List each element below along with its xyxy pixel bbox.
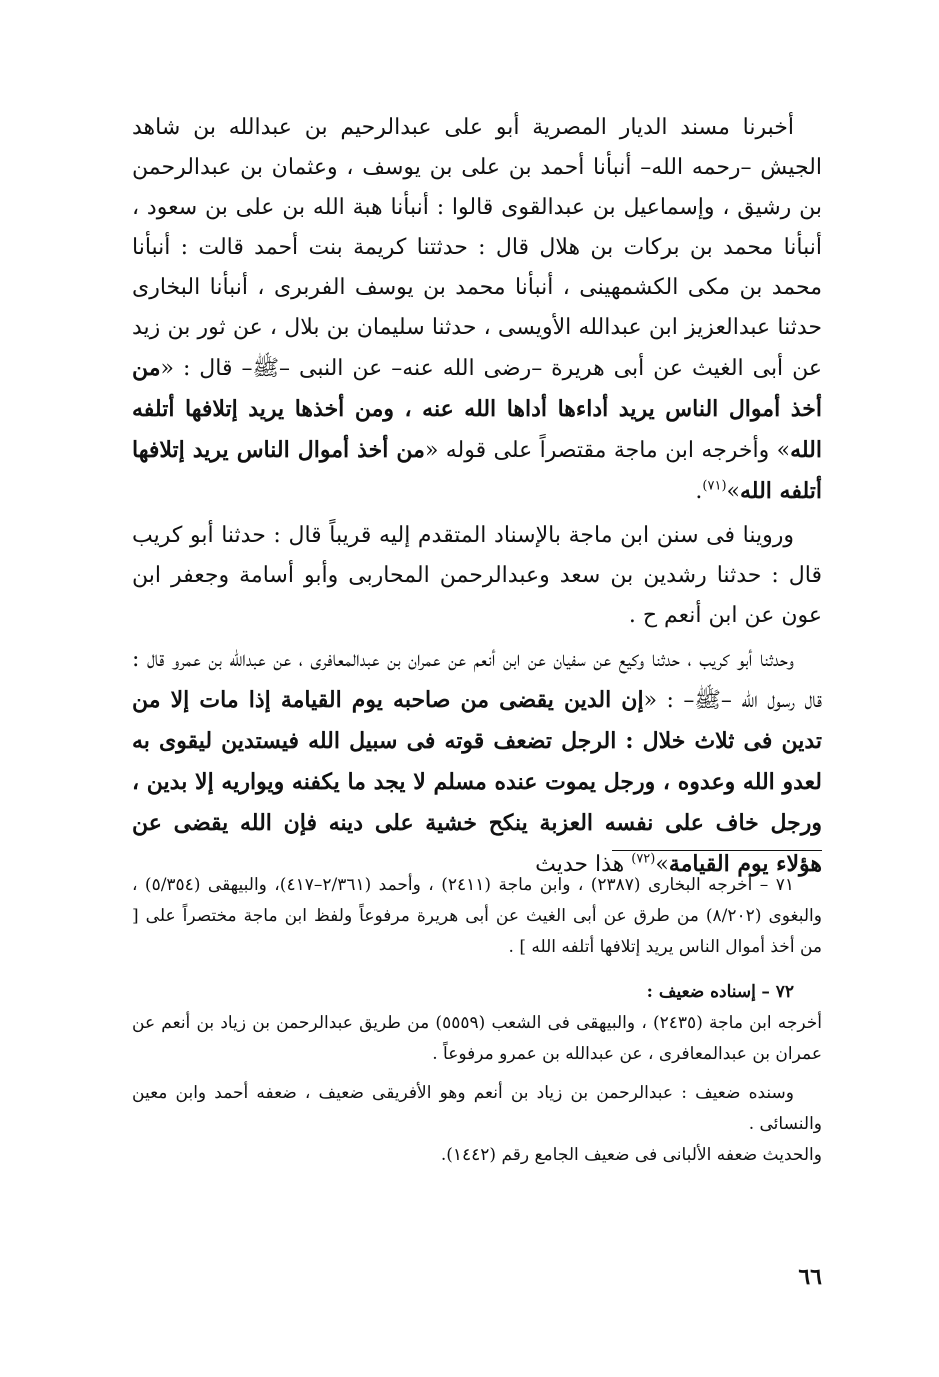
footnote-72-source: أخرجه ابن ماجة (٢٤٣٥) ، والبيهقى فى الشعب (٥٥٥٩) من طريق عبدالرحمن بن زياد بن أنعم عن عمران بن عبدالمعافرى ، عن عبدالله بن عمرو مرفوعاً . — [132, 1013, 822, 1064]
footnote-divider — [612, 850, 822, 851]
paragraph-3-text-b: » — [655, 852, 669, 877]
paragraph-1-text-d: . — [695, 479, 703, 504]
main-text — [132, 108, 822, 885]
hadith-quote-1: من أخذ أموال الناس يريد أداءها أداها الله عنه ، ومن أخذها يريد إتلافها أتلفه الله — [132, 355, 822, 463]
footnote-72-heading — [132, 977, 822, 1008]
footnote-71-number: ٧١ – — [759, 875, 794, 895]
paragraph-3-text-c: هذا حديث — [535, 852, 632, 877]
footnote-72-number: ٧٢ – — [761, 982, 794, 1002]
footnote-72-title: إسناده ضعيف : — [646, 982, 756, 1002]
footnote-ref-72: (٧٢) — [631, 851, 656, 867]
paragraph-1-text-b: » وأخرجه ابن ماجة مقتصراً على قوله « — [424, 438, 791, 463]
footnotes — [132, 870, 822, 1171]
footnote-72-albani: والحديث ضعفه الألبانى فى ضعيف الجامع رقم (١٤٤٢). — [440, 1145, 822, 1165]
page-number: ٦٦ — [798, 1264, 822, 1290]
footnote-72-grading: وسنده ضعيف : عبدالرحمن بن زياد بن أنعم وهو الأفريقى ضعيف ، ضعفه أحمد وابن معين والنسائى . — [132, 1083, 822, 1134]
footnote-ref-71: (٧١) — [702, 478, 727, 494]
footnote-72-line-2 — [132, 1078, 822, 1140]
paragraph-1-text-a: أخبرنا مسند الديار المصرية أبو على عبدالرحيم بن عبدالله بن شاهد الجيش –رحمه الله– أنبأنا أحمد بن على بن يوسف ، وعثمان بن عبدالرحمن بن رشيق ، وإسماعيل بن عبدالقوى قالوا : أنبأنا هبة الله بن على بن سعود ، أنبأنا محمد بن بركات بن هلال قال : حدثتنا كريمة بنت أحمد قالت : أنبأنا محمد بن مكى الكشمهينى ، أنبأنا محمد بن يوسف الفربرى ، أنبأنا البخارى حدثنا عبدالعزيز ابن عبدالله الأويسى ، حدثنا سليمان بن بلال ، عن ثور بن زيد عن أبى الغيث عن أبى هريرة –رضى الله عنه– عن النبى –ﷺ– قال : « — [132, 115, 822, 381]
paragraph-1-text-c: » — [726, 479, 740, 504]
paragraph-3-text-a: وحدثنا أبو كريب ، حدثنا وكيع عن سفيان عن ابن أنعم عن عمران بن عبدالمعافرى ، عن عبدالله بن عمرو قال : قال رسول الله –ﷺ– : « — [132, 647, 823, 713]
paragraph-2 — [132, 516, 822, 636]
paragraph-3 — [132, 640, 822, 885]
footnote-71-text: أخرجه البخارى (٢٣٨٧) ، وابن ماجة (٢٤١١) ، وأحمد (٢/٣٦١–٤١٧)، والبيهقى (٥/٣٥٤) ، والبغوى (٨/٢٠٢) من طرق عن أبى الغيث عن أبى هريرة مرفوعاً ولفظ ابن ماجة مختصراً على [ من أخذ أموال الناس يريد إتلافها أتلفه الله ] . — [132, 875, 822, 957]
footnote-71 — [132, 870, 822, 963]
paragraph-2-text: وروينا فى سنن ابن ماجة بالإسناد المتقدم إليه قريباً قال : حدثنا أبو كريب قال : حدثنا رشدين بن سعد وعبدالرحمن المحاربى وأبو أسامة وجعفر ابن عون عن ابن أنعم ح . — [132, 523, 822, 628]
paragraph-1 — [132, 108, 822, 512]
footnote-72-line-1 — [132, 1008, 822, 1070]
hadith-quote-3: إن الدين يقضى من صاحبه يوم القيامة إذا مات إلا من تدين فى ثلاث خلال : الرجل تضعف قوته فى سبيل الله فيستدين ليقوى به لعدو الله وعدوه ، ورجل يموت عنده مسلم لا يجد ما يكفنه ويواريه إلا بدين ، ورجل خاف على نفسه العزبة ينكح خشية على دينه فإن الله يقضى عن هؤلاء يوم القيامة — [132, 687, 822, 877]
footnote-72-line-3 — [132, 1140, 822, 1171]
hadith-quote-2: من أخذ أموال الناس يريد إتلافها أتلفه الله — [132, 437, 822, 504]
